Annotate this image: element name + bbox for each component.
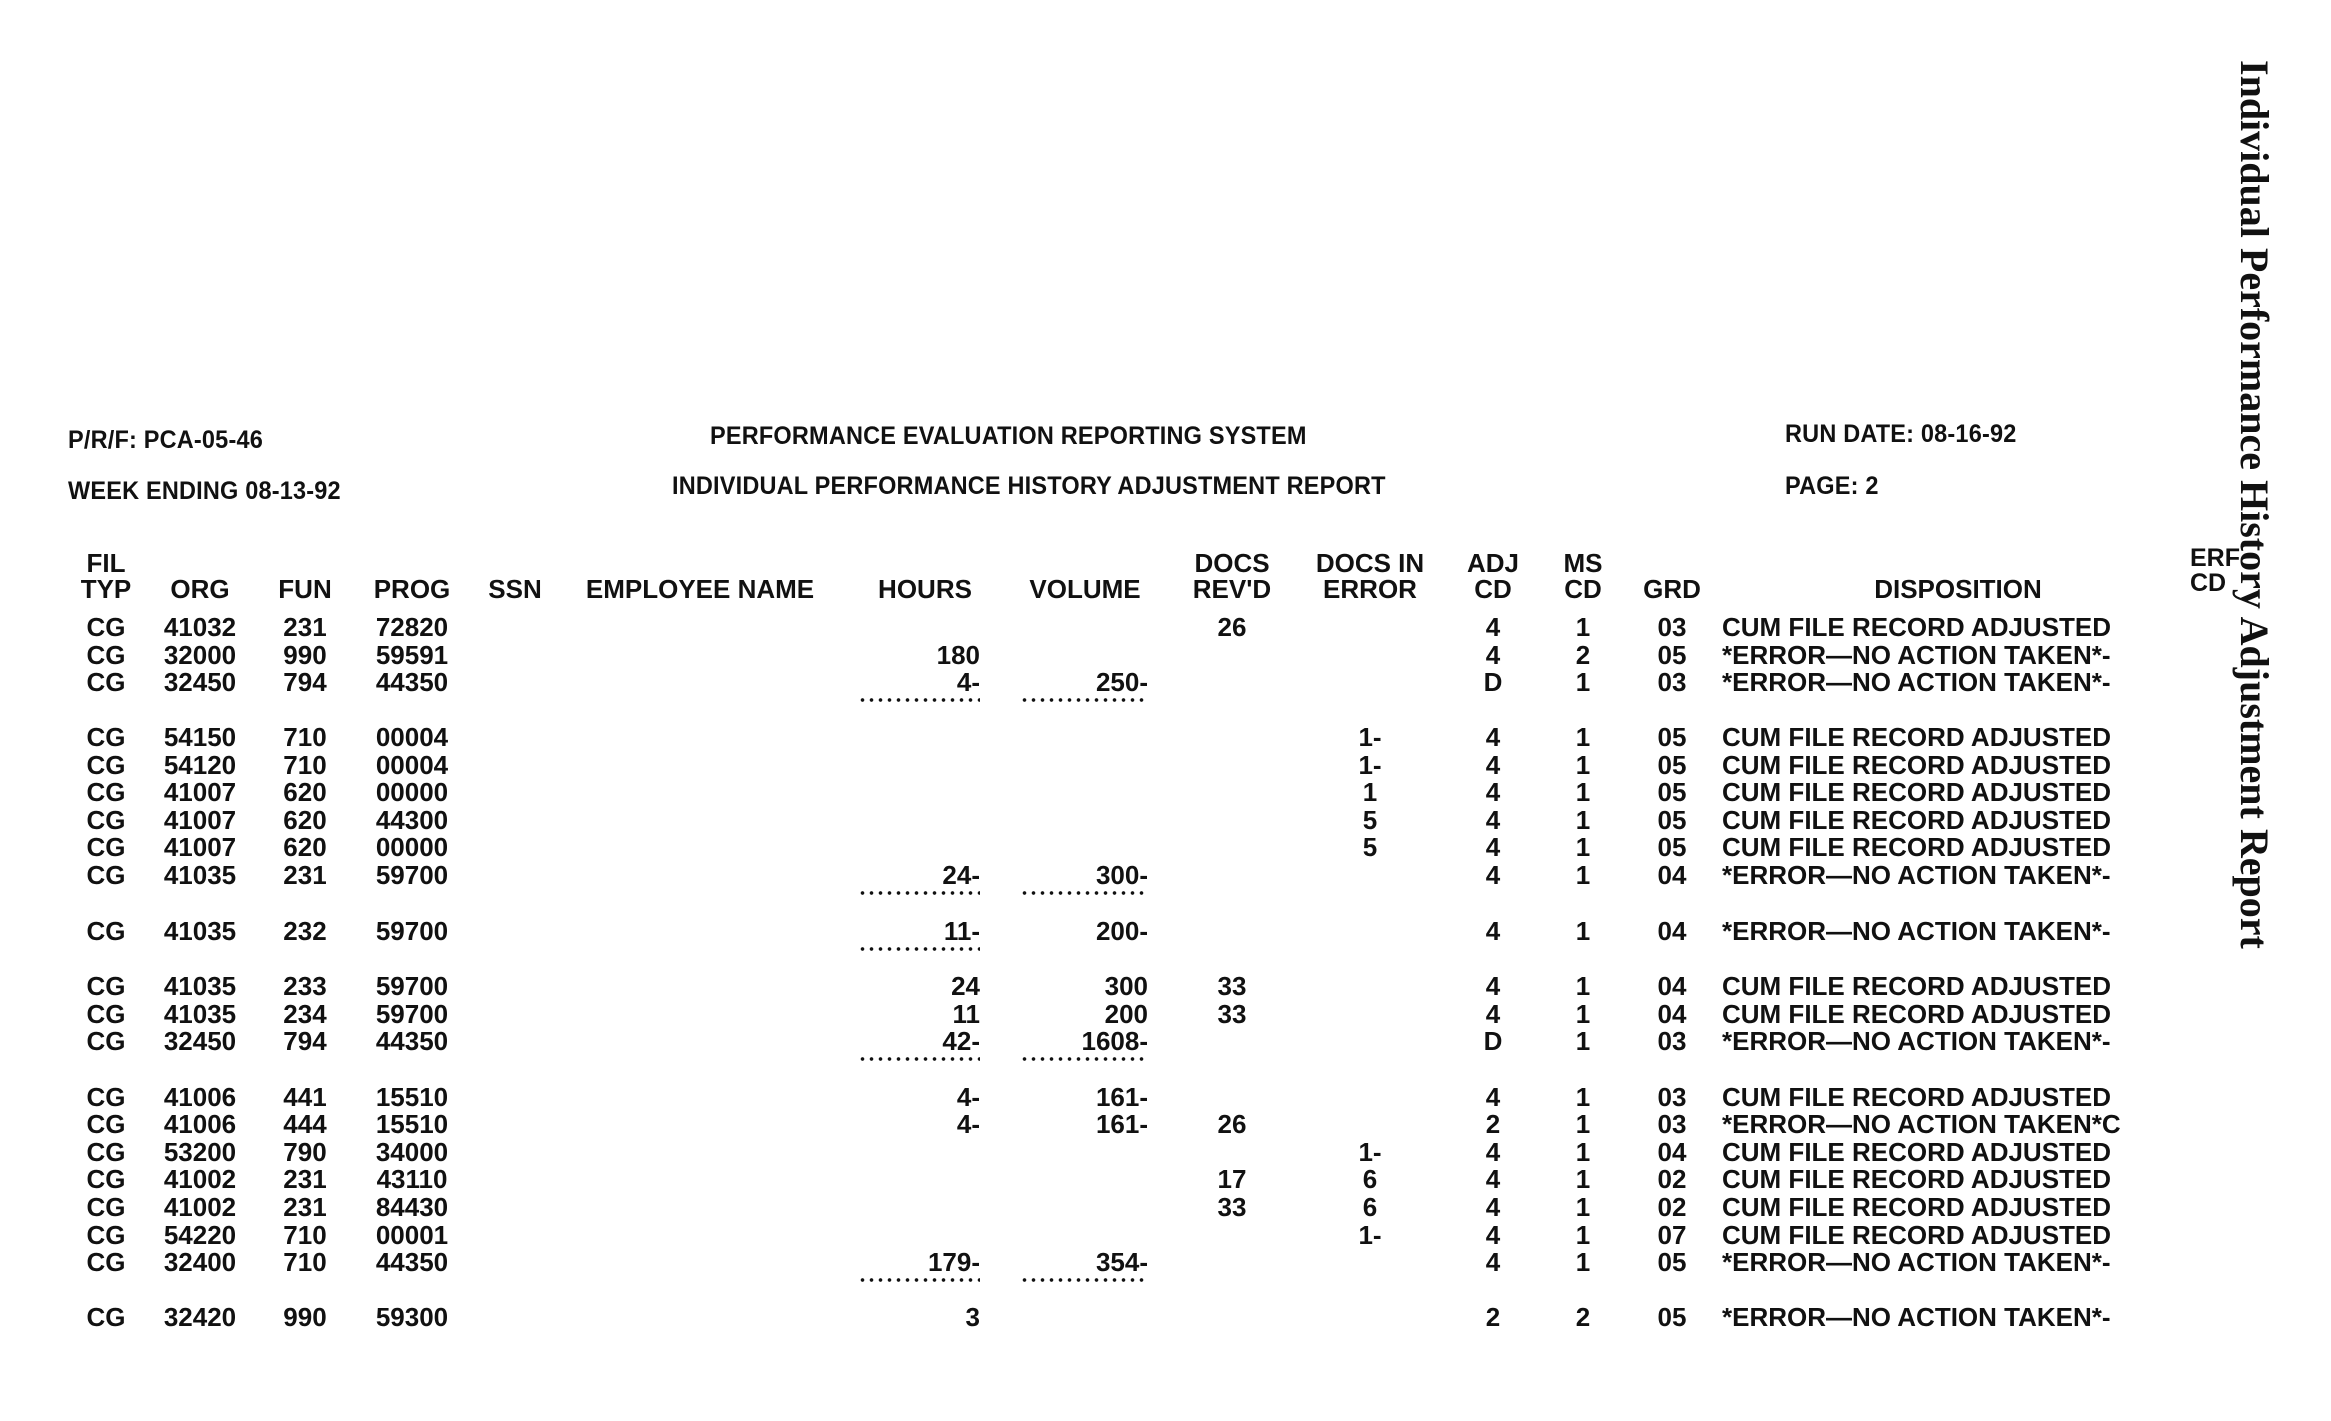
cell-docs-in-error: 1- — [1358, 722, 1382, 752]
cell-prog: 15510 — [375, 1082, 449, 1112]
cell-disposition: *ERROR—NO ACTION TAKEN*- — [1722, 1302, 2111, 1332]
cell-fun: 234 — [283, 999, 327, 1029]
cell-ms-cd: 1 — [1575, 999, 1591, 1029]
cell-hours: 4- — [956, 667, 980, 697]
cell-disposition: CUM FILE RECORD ADJUSTED — [1722, 1137, 2112, 1167]
cell-disposition: *ERROR—NO ACTION TAKEN*- — [1722, 667, 2111, 697]
cell-volume: 1608- — [1081, 1026, 1148, 1056]
cell-docs-revd: 26 — [1217, 1109, 1247, 1139]
dotted-underline-volume — [1020, 890, 1148, 896]
cell-hours: 11- — [943, 916, 980, 946]
cell-disposition: CUM FILE RECORD ADJUSTED — [1722, 805, 2112, 835]
cell-fil-typ: CG — [86, 1026, 126, 1056]
cell-ms-cd: 1 — [1575, 777, 1591, 807]
cell-hours: 180 — [936, 640, 980, 670]
cell-adj-cd: 4 — [1485, 1247, 1501, 1277]
side-title: Individual Performance History Adjustment Report — [2232, 60, 2277, 949]
cell-adj-cd: 4 — [1485, 722, 1501, 752]
cell-org: 32000 — [163, 640, 237, 670]
cell-adj-cd: 4 — [1485, 1192, 1501, 1222]
dotted-underline-hours — [858, 1277, 980, 1283]
cell-fil-typ: CG — [86, 1137, 126, 1167]
cell-grd: 04 — [1657, 860, 1687, 890]
cell-grd: 02 — [1657, 1164, 1687, 1194]
cell-fun: 233 — [283, 971, 327, 1001]
cell-ms-cd: 1 — [1575, 971, 1591, 1001]
cell-org: 41035 — [163, 971, 237, 1001]
col-header-volume-line2: VOLUME — [1029, 574, 1141, 604]
cell-prog: 59700 — [375, 916, 449, 946]
cell-hours: 24- — [942, 860, 980, 890]
cell-fun: 620 — [283, 832, 327, 862]
dotted-underline-hours — [858, 1056, 980, 1062]
cell-prog: 44300 — [375, 805, 449, 835]
cell-fun: 232 — [283, 916, 327, 946]
cell-fil-typ: CG — [86, 832, 126, 862]
cell-org: 41006 — [163, 1109, 237, 1139]
cell-org: 53200 — [163, 1137, 237, 1167]
cell-ms-cd: 1 — [1575, 1137, 1591, 1167]
cell-disposition: CUM FILE RECORD ADJUSTED — [1722, 832, 2112, 862]
cell-prog: 59300 — [375, 1302, 449, 1332]
cell-fun: 710 — [283, 750, 327, 780]
col-header-fil-line2: TYP — [80, 574, 132, 604]
cell-docs-revd: 33 — [1217, 971, 1247, 1001]
cell-disposition: CUM FILE RECORD ADJUSTED — [1722, 1220, 2112, 1250]
col-header-docs_revd-line2: REV'D — [1192, 574, 1272, 604]
cell-org: 41006 — [163, 1082, 237, 1112]
cell-fun: 710 — [283, 1220, 327, 1250]
cell-org: 41007 — [163, 832, 237, 862]
system-title: PERFORMANCE EVALUATION REPORTING SYSTEM — [710, 422, 1307, 450]
dotted-underline-hours — [858, 890, 980, 896]
report-title: INDIVIDUAL PERFORMANCE HISTORY ADJUSTMENT REPORT — [672, 472, 1386, 500]
cell-grd: 03 — [1657, 1109, 1687, 1139]
cell-docs-in-error: 1- — [1358, 750, 1382, 780]
cell-ms-cd: 1 — [1575, 1164, 1591, 1194]
cell-ms-cd: 1 — [1575, 1109, 1591, 1139]
cell-fil-typ: CG — [86, 750, 126, 780]
cell-fil-typ: CG — [86, 1220, 126, 1250]
err-cd-line2: CD — [2190, 569, 2227, 597]
cell-ms-cd: 1 — [1575, 1026, 1591, 1056]
cell-hours: 42- — [942, 1026, 980, 1056]
week-ending: WEEK ENDING 08-13-92 — [68, 477, 341, 505]
col-header-org-line2: ORG — [170, 574, 230, 604]
cell-docs-in-error: 1- — [1358, 1137, 1382, 1167]
cell-ms-cd: 2 — [1575, 1302, 1591, 1332]
cell-adj-cd: 4 — [1485, 1164, 1501, 1194]
cell-grd: 05 — [1657, 1247, 1687, 1277]
cell-prog: 00000 — [375, 777, 449, 807]
cell-disposition: CUM FILE RECORD ADJUSTED — [1722, 971, 2112, 1001]
cell-grd: 05 — [1657, 777, 1687, 807]
cell-org: 54120 — [163, 750, 237, 780]
cell-org: 41032 — [163, 612, 237, 642]
cell-grd: 07 — [1657, 1220, 1687, 1250]
cell-prog: 00004 — [375, 722, 449, 752]
cell-fun: 790 — [283, 1137, 327, 1167]
cell-ms-cd: 1 — [1575, 722, 1591, 752]
cell-grd: 04 — [1657, 971, 1687, 1001]
cell-disposition: CUM FILE RECORD ADJUSTED — [1722, 750, 2112, 780]
cell-adj-cd: 4 — [1485, 612, 1501, 642]
cell-grd: 04 — [1657, 1137, 1687, 1167]
col-header-prog-line2: PROG — [373, 574, 451, 604]
cell-adj-cd: 4 — [1485, 1220, 1501, 1250]
cell-adj-cd: 4 — [1485, 832, 1501, 862]
cell-grd: 05 — [1657, 805, 1687, 835]
cell-adj-cd: 4 — [1485, 805, 1501, 835]
cell-prog: 00000 — [375, 832, 449, 862]
cell-org: 41035 — [163, 999, 237, 1029]
cell-disposition: CUM FILE RECORD ADJUSTED — [1722, 1192, 2112, 1222]
cell-grd: 03 — [1657, 1026, 1687, 1056]
cell-grd: 04 — [1657, 999, 1687, 1029]
cell-adj-cd: 4 — [1485, 971, 1501, 1001]
cell-hours: 24 — [951, 971, 980, 1001]
cell-org: 41035 — [163, 860, 237, 890]
cell-disposition: *ERROR—NO ACTION TAKEN*C — [1722, 1109, 2121, 1139]
cell-prog: 00001 — [375, 1220, 449, 1250]
cell-docs-in-error: 1- — [1358, 1220, 1382, 1250]
cell-docs-in-error: 1 — [1362, 777, 1378, 807]
cell-org: 41002 — [163, 1192, 237, 1222]
cell-adj-cd: D — [1483, 1026, 1503, 1056]
cell-docs-in-error: 6 — [1362, 1192, 1378, 1222]
cell-prog: 59700 — [375, 971, 449, 1001]
cell-docs-revd: 26 — [1217, 612, 1247, 642]
cell-prog: 59700 — [375, 999, 449, 1029]
cell-disposition: CUM FILE RECORD ADJUSTED — [1722, 612, 2112, 642]
cell-adj-cd: 4 — [1485, 777, 1501, 807]
prf-code: P/R/F: PCA-05-46 — [68, 426, 263, 454]
cell-grd: 05 — [1657, 1302, 1687, 1332]
cell-org: 54220 — [163, 1220, 237, 1250]
cell-adj-cd: 4 — [1485, 860, 1501, 890]
cell-fil-typ: CG — [86, 1109, 126, 1139]
cell-ms-cd: 1 — [1575, 750, 1591, 780]
cell-fun: 710 — [283, 1247, 327, 1277]
cell-disposition: *ERROR—NO ACTION TAKEN*- — [1722, 640, 2111, 670]
cell-adj-cd: 4 — [1485, 750, 1501, 780]
cell-grd: 03 — [1657, 1082, 1687, 1112]
cell-prog: 00004 — [375, 750, 449, 780]
cell-fun: 231 — [283, 860, 327, 890]
cell-ms-cd: 1 — [1575, 1247, 1591, 1277]
cell-adj-cd: 4 — [1485, 1137, 1501, 1167]
dotted-underline-hours — [858, 946, 980, 952]
dotted-underline-hours — [858, 697, 980, 703]
cell-disposition: CUM FILE RECORD ADJUSTED — [1722, 777, 2112, 807]
cell-fun: 231 — [283, 1192, 327, 1222]
cell-org: 41035 — [163, 916, 237, 946]
cell-grd: 04 — [1657, 916, 1687, 946]
cell-volume: 161- — [1095, 1082, 1148, 1112]
cell-volume: 354- — [1095, 1247, 1148, 1277]
cell-hours: 3 — [965, 1302, 980, 1332]
cell-fil-typ: CG — [86, 860, 126, 890]
cell-grd: 03 — [1657, 667, 1687, 697]
cell-org: 41002 — [163, 1164, 237, 1194]
cell-hours: 11 — [952, 999, 980, 1029]
cell-prog: 15510 — [375, 1109, 449, 1139]
cell-docs-revd: 17 — [1217, 1164, 1247, 1194]
cell-fun: 441 — [283, 1082, 327, 1112]
cell-ms-cd: 1 — [1575, 1082, 1591, 1112]
cell-prog: 43110 — [376, 1164, 448, 1194]
cell-volume: 161- — [1095, 1109, 1148, 1139]
cell-docs-revd: 33 — [1217, 999, 1247, 1029]
cell-fun: 990 — [283, 640, 327, 670]
cell-org: 41007 — [163, 777, 237, 807]
cell-ms-cd: 1 — [1575, 805, 1591, 835]
cell-docs-in-error: 6 — [1362, 1164, 1378, 1194]
cell-fil-typ: CG — [86, 971, 126, 1001]
cell-fun: 794 — [283, 1026, 327, 1056]
cell-grd: 05 — [1657, 832, 1687, 862]
cell-disposition: CUM FILE RECORD ADJUSTED — [1722, 1082, 2112, 1112]
cell-grd: 05 — [1657, 722, 1687, 752]
col-header-docs_err-line2: ERROR — [1323, 574, 1417, 604]
cell-fun: 794 — [283, 667, 327, 697]
cell-fil-typ: CG — [86, 777, 126, 807]
cell-fun: 620 — [283, 805, 327, 835]
cell-ms-cd: 1 — [1575, 612, 1591, 642]
cell-grd: 03 — [1657, 612, 1687, 642]
col-header-disposition-line2: DISPOSITION — [1874, 574, 2042, 604]
cell-fil-typ: CG — [86, 1082, 126, 1112]
cell-disposition: CUM FILE RECORD ADJUSTED — [1722, 999, 2112, 1029]
dotted-underline-volume — [1020, 697, 1148, 703]
cell-disposition: CUM FILE RECORD ADJUSTED — [1722, 1164, 2112, 1194]
cell-grd: 02 — [1657, 1192, 1687, 1222]
cell-hours: 4- — [956, 1109, 980, 1139]
col-header-docs_err-line1: DOCS IN — [1315, 548, 1425, 578]
col-header-adj-line2: CD — [1474, 574, 1512, 604]
cell-volume: 200 — [1104, 999, 1148, 1029]
cell-fil-typ: CG — [86, 667, 126, 697]
cell-disposition: *ERROR—NO ACTION TAKEN*- — [1722, 860, 2111, 890]
cell-ms-cd: 1 — [1575, 860, 1591, 890]
cell-fil-typ: CG — [86, 640, 126, 670]
cell-fil-typ: CG — [86, 1247, 126, 1277]
cell-disposition: CUM FILE RECORD ADJUSTED — [1722, 722, 2112, 752]
cell-org: 32420 — [163, 1302, 237, 1332]
cell-adj-cd: 2 — [1485, 1302, 1501, 1332]
cell-volume: 200- — [1095, 916, 1148, 946]
cell-hours: 4- — [956, 1082, 980, 1112]
cell-fun: 710 — [283, 722, 327, 752]
run-date: RUN DATE: 08-16-92 — [1785, 420, 2017, 448]
cell-adj-cd: D — [1483, 667, 1503, 697]
cell-volume: 250- — [1095, 667, 1148, 697]
cell-adj-cd: 4 — [1485, 1082, 1501, 1112]
cell-fun: 231 — [283, 1164, 327, 1194]
col-header-hours-line2: HOURS — [878, 574, 972, 604]
cell-disposition: *ERROR—NO ACTION TAKEN*- — [1722, 916, 2111, 946]
col-header-fil-line1: FIL — [86, 548, 126, 578]
cell-fil-typ: CG — [86, 1164, 126, 1194]
cell-adj-cd: 4 — [1485, 916, 1501, 946]
cell-adj-cd: 4 — [1485, 640, 1501, 670]
cell-volume: 300 — [1104, 971, 1148, 1001]
cell-prog: 44350 — [375, 1026, 449, 1056]
cell-adj-cd: 2 — [1485, 1109, 1501, 1139]
col-header-ssn-line2: SSN — [488, 574, 542, 604]
dotted-underline-volume — [1020, 1056, 1148, 1062]
cell-prog: 44350 — [375, 667, 449, 697]
cell-org: 41007 — [163, 805, 237, 835]
col-header-grd-line2: GRD — [1643, 574, 1701, 604]
cell-docs-in-error: 5 — [1362, 805, 1378, 835]
cell-volume: 300- — [1095, 860, 1148, 890]
cell-fil-typ: CG — [86, 805, 126, 835]
cell-ms-cd: 1 — [1575, 916, 1591, 946]
cell-ms-cd: 2 — [1575, 640, 1591, 670]
cell-fun: 990 — [283, 1302, 327, 1332]
cell-fil-typ: CG — [86, 722, 126, 752]
err-cd-line1: ERF — [2190, 544, 2240, 572]
cell-prog: 34000 — [375, 1137, 449, 1167]
cell-prog: 59700 — [375, 860, 449, 890]
col-header-fun-line2: FUN — [278, 574, 332, 604]
cell-ms-cd: 1 — [1575, 1192, 1591, 1222]
col-header-adj-line1: ADJ — [1466, 548, 1519, 578]
cell-docs-in-error: 5 — [1362, 832, 1378, 862]
cell-fil-typ: CG — [86, 1192, 126, 1222]
col-header-docs_revd-line1: DOCS — [1194, 548, 1270, 578]
col-header-employee-line2: EMPLOYEE NAME — [585, 574, 815, 604]
cell-docs-revd: 33 — [1217, 1192, 1247, 1222]
cell-prog: 84430 — [375, 1192, 449, 1222]
cell-disposition: *ERROR—NO ACTION TAKEN*- — [1722, 1026, 2111, 1056]
cell-fil-typ: CG — [86, 999, 126, 1029]
cell-fun: 444 — [283, 1109, 327, 1139]
cell-disposition: *ERROR—NO ACTION TAKEN*- — [1722, 1247, 2111, 1277]
cell-adj-cd: 4 — [1485, 999, 1501, 1029]
cell-ms-cd: 1 — [1575, 1220, 1591, 1250]
dotted-underline-volume — [1020, 1277, 1148, 1283]
cell-fun: 231 — [283, 612, 327, 642]
page-number: PAGE: 2 — [1785, 472, 1879, 500]
cell-hours: 179- — [927, 1247, 980, 1277]
cell-prog: 72820 — [375, 612, 449, 642]
cell-fil-typ: CG — [86, 612, 126, 642]
cell-fil-typ: CG — [86, 916, 126, 946]
cell-org: 54150 — [163, 722, 237, 752]
cell-grd: 05 — [1657, 640, 1687, 670]
col-header-ms-line2: CD — [1564, 574, 1602, 604]
cell-grd: 05 — [1657, 750, 1687, 780]
err-cd-header — [2190, 546, 2240, 596]
cell-fil-typ: CG — [86, 1302, 126, 1332]
cell-prog: 59591 — [375, 640, 449, 670]
col-header-ms-line1: MS — [1563, 548, 1603, 578]
cell-org: 32450 — [163, 667, 237, 697]
cell-prog: 44350 — [375, 1247, 449, 1277]
cell-org: 32450 — [163, 1026, 237, 1056]
cell-ms-cd: 1 — [1575, 667, 1591, 697]
cell-org: 32400 — [163, 1247, 237, 1277]
cell-fun: 620 — [283, 777, 327, 807]
cell-ms-cd: 1 — [1575, 832, 1591, 862]
